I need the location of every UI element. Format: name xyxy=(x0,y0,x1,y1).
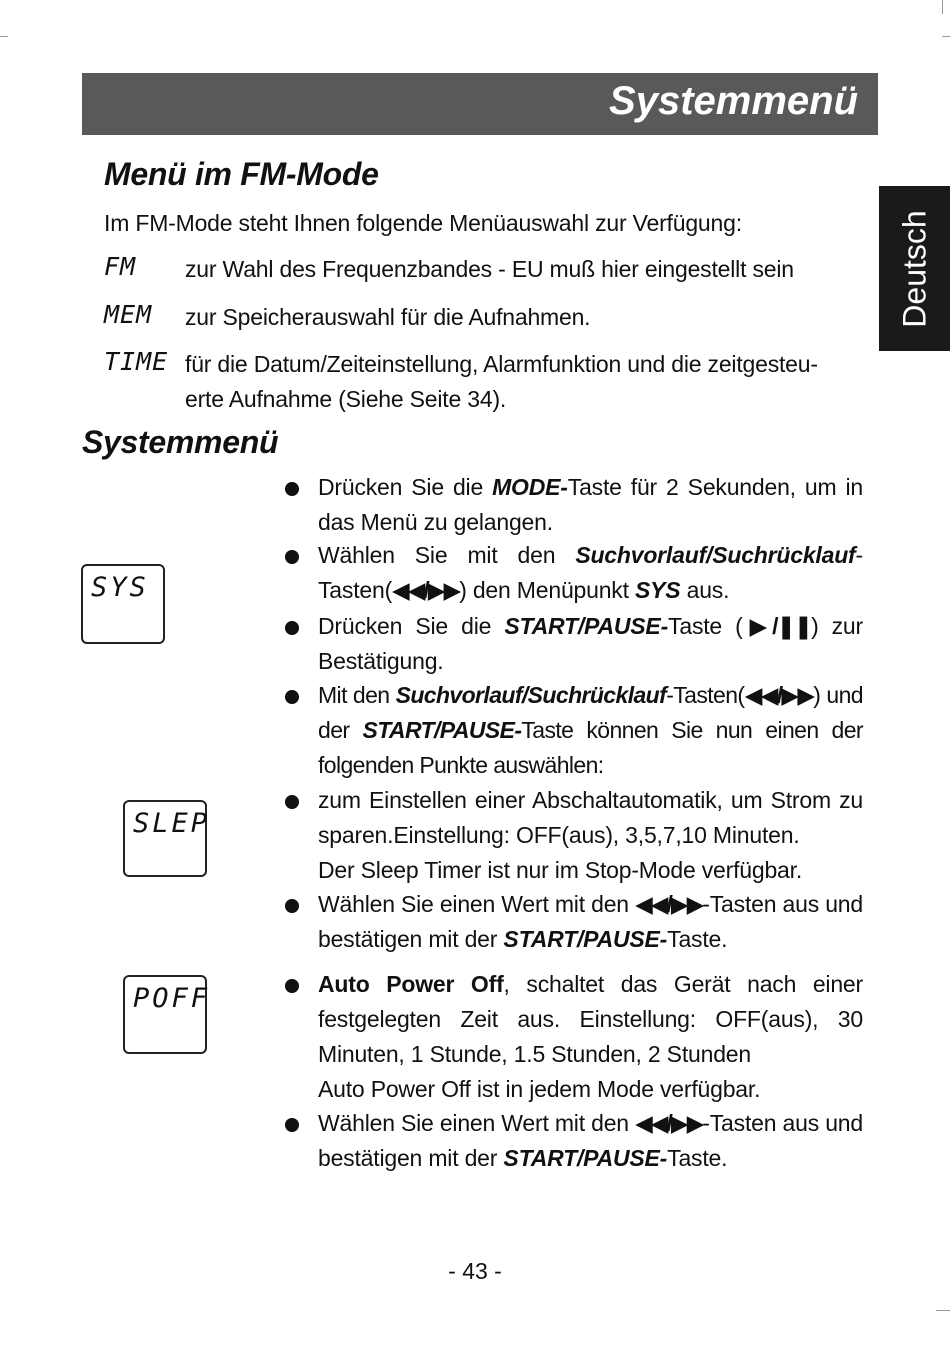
bullet-dot xyxy=(285,550,299,564)
bullet-dot xyxy=(285,1118,299,1132)
bullet-sleep-timer: zum Einstellen einer Abschaltautomatik, um Strom zu sparen.Einstellung: OFF(aus), 3,5,7,10 Minuten. Der Sleep Timer ist nur im Stop-Mode verfügbar. xyxy=(318,787,863,883)
code-time-desc-1: für die Datum/Zeiteinstellung, Alarmfunktion und die zeitgesteu- xyxy=(185,351,818,377)
code-time: TIME xyxy=(104,347,169,376)
bullet-dot xyxy=(285,690,299,704)
bullet-auto-power-off: Auto Power Off, schaltet das Gerät nach einer festgelegten Zeit aus. Einstellung: OFF(aus), 30 Minuten, 1 Stunde, 1.5 Stunden, 2 Stunden Auto Power Off ist in jedem Mode verfügbar. xyxy=(318,971,863,1102)
bullet-apo-value: Wählen Sie einen Wert mit den ◀◀/▶▶-Tasten aus und bestätigen mit der START/PAUSE-Taste. xyxy=(318,1110,863,1171)
bullet-confirm: Drücken Sie die START/PAUSE-Taste (▶/❚❚) zur Bestätigung. xyxy=(318,613,863,674)
code-mem: MEM xyxy=(104,300,153,329)
code-fm: FM xyxy=(104,252,137,281)
skip-buttons-icon: ◀◀/▶▶ xyxy=(744,682,814,708)
bullet-choose-item: Mit den Suchvorlauf/Suchrücklauf-Tasten(◀◀/▶▶) und der START/PAUSE-Taste können Sie nun einen der folgenden Punkte auswählen: xyxy=(318,682,863,778)
lcd-display-sys xyxy=(81,564,165,644)
page-number: - 43 - xyxy=(448,1258,502,1284)
lcd-display-slep xyxy=(123,800,211,877)
play-pause-icon: ▶/❚❚ xyxy=(742,613,812,639)
section-title-fm: Menü im FM-Mode xyxy=(104,156,379,192)
crop-mark xyxy=(942,0,943,14)
code-time-desc-2: erte Aufnahme (Siehe Seite 34). xyxy=(185,386,507,412)
lcd-text-sys: SYS xyxy=(91,572,149,603)
language-tab xyxy=(879,186,950,351)
bullet-dot xyxy=(285,795,299,809)
bullet-dot xyxy=(285,899,299,913)
bullet-select-sys: Wählen Sie mit den Suchvorlauf/Suchrücklauf-Tasten(◀◀/▶▶) den Menüpunkt SYS aus. xyxy=(318,542,863,603)
lcd-display-poff xyxy=(123,975,211,1054)
page-title: Systemmenü xyxy=(609,79,858,123)
code-fm-desc: zur Wahl des Frequenzbandes - EU muß hier eingestellt sein xyxy=(185,256,794,282)
lcd-text-poff: POFF xyxy=(133,983,211,1014)
crop-mark xyxy=(936,1310,950,1311)
bullet-sleep-value: Wählen Sie einen Wert mit den ◀◀/▶▶-Tasten aus und bestätigen mit der START/PAUSE-Taste. xyxy=(318,891,863,952)
language-tab-label: Deutsch xyxy=(896,209,932,328)
skip-buttons-icon: ◀◀/▶▶ xyxy=(392,577,460,603)
section-title-system: Systemmenü xyxy=(82,424,279,460)
header-banner xyxy=(82,73,878,135)
lcd-text-slep: SLEP xyxy=(133,808,211,839)
fm-intro: Im FM-Mode steht Ihnen folgende Menüauswahl zur Verfügung: xyxy=(104,210,742,236)
bullet-dot xyxy=(285,979,299,993)
bullet-dot xyxy=(285,482,299,496)
bullet-dot xyxy=(285,621,299,635)
bullet-mode-press: Drücken Sie die MODE-Taste für 2 Sekunden, um in das Menü zu gelangen. xyxy=(318,474,863,535)
crop-mark xyxy=(0,36,8,37)
crop-mark xyxy=(942,36,950,37)
skip-buttons-icon: ◀◀/▶▶ xyxy=(635,1110,703,1136)
skip-buttons-icon: ◀◀/▶▶ xyxy=(635,891,703,917)
code-mem-desc: zur Speicherauswahl für die Aufnahmen. xyxy=(185,304,591,330)
